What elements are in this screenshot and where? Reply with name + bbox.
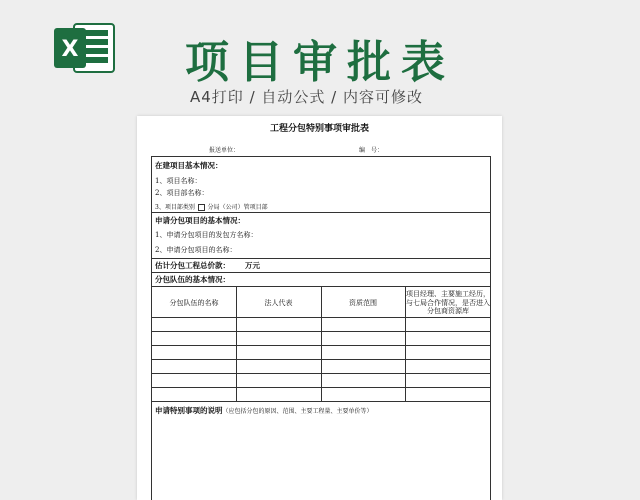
excel-logo-icon [52,20,116,76]
cost-unit: 万元 [245,261,260,270]
cost-label: 估计分包工程总价款： [155,261,230,270]
document-title: 工程分包特别事项审批表 [269,124,369,134]
submitter-label: 报送单位： [209,147,240,154]
column-divider [321,286,322,401]
project-dept-type [155,202,268,211]
column-divider [236,286,237,401]
project-name-label: 1、项目名称： [155,177,202,185]
col-qualification: 资质范围 [349,299,377,307]
team-heading: 分包队伍的基本情况： [155,275,230,284]
dept-type-option: 分局（公司）管项目部 [207,204,268,211]
project-dept-name-label: 2、项目部名称： [155,189,209,197]
project-dept-type-label: 3、项目部类别 [155,204,195,211]
number-label: 编 号： [359,147,384,154]
banner-subtitle: A4打印 / 自动公式 / 内容可修改 [190,88,423,106]
col-team-name: 分包队伍的名称 [169,299,219,307]
approval-form-table [151,156,491,500]
section1-heading: 在建项目基本情况： [155,161,223,170]
subcontract-item-name-label: 2、申请分包项目的名称： [155,246,237,254]
col-manager-info: 项目经理、主要施工经历， 与七局合作情况，是否进入 分包商资源库 [406,290,490,315]
logo-letter: X [61,37,79,62]
column-divider [405,286,406,401]
section2-heading: 申请分包项目的基本情况： [155,216,245,225]
special-items [155,405,373,416]
col-legal-rep: 法人代表 [264,299,293,307]
dept-type-checkbox[interactable] [198,204,205,211]
special-items-label: 申请特别事项的说明 [155,406,223,415]
banner-title: 项目审批表 [185,37,455,88]
divider [152,272,490,273]
document-page [137,116,502,500]
special-items-note: （应包括分包的原因、范围、主要工程量、主要单价等） [222,408,373,415]
divider [152,401,490,402]
divider [152,258,490,259]
contractor-name-label: 1、申请分包项目的发包方名称： [155,231,258,239]
divider [152,212,490,213]
